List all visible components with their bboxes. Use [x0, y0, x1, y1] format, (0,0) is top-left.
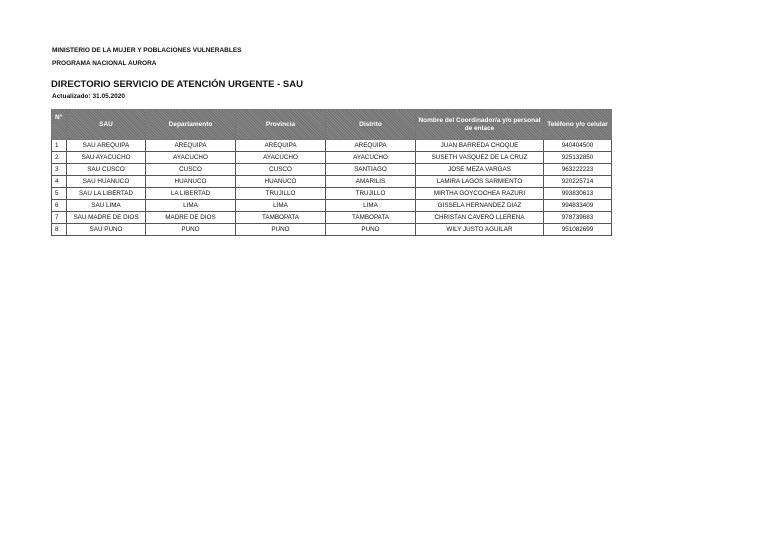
cell-coordinator-name: MIRTHA GOYCOCHEA RAZURI [416, 188, 544, 200]
cell-phone-number: 920225714 [544, 176, 612, 188]
cell-province: AREQUIPA [236, 140, 326, 152]
cell-row-number: 1 [52, 140, 67, 152]
cell-row-number: 8 [52, 224, 67, 236]
cell-district: AYACUCHO [326, 152, 416, 164]
cell-coordinator-name: JUAN BARREDA CHOQUE [416, 140, 544, 152]
table-row [52, 200, 612, 212]
table-row [52, 188, 612, 200]
cell-sau-name: SAU MADRE DE DIOS [67, 212, 146, 224]
cell-phone-number: 940404500 [544, 140, 612, 152]
column-header-coordinator: Nombre del Coordinador/a y/o personal de enlace [416, 110, 544, 140]
table-row [52, 224, 612, 236]
cell-department: PUNO [146, 224, 236, 236]
cell-district: SANTIAGO [326, 164, 416, 176]
column-header-district: Distrito [326, 110, 416, 140]
cell-department: LIMA [146, 200, 236, 212]
column-header-number: N° [52, 110, 67, 140]
cell-sau-name: SAU AREQUIPA [67, 140, 146, 152]
cell-row-number: 4 [52, 176, 67, 188]
cell-coordinator-name: JOSE MEZA VARGAS [416, 164, 544, 176]
cell-district: TRUJILLO [326, 188, 416, 200]
cell-phone-number: 951082699 [544, 224, 612, 236]
cell-province: TRUJILLO [236, 188, 326, 200]
cell-phone-number: 978739683 [544, 212, 612, 224]
cell-coordinator-name: CHRISTAN CAVERO LLERENA [416, 212, 544, 224]
table-row [52, 152, 612, 164]
cell-province: TAMBOPATA [236, 212, 326, 224]
cell-row-number: 7 [52, 212, 67, 224]
table-body [52, 140, 612, 236]
cell-coordinator-name: GISSELA HERNANDEZ DIAZ [416, 200, 544, 212]
cell-province: HUANUCO [236, 176, 326, 188]
column-header-province: Provincia [236, 110, 326, 140]
cell-district: LIMA [326, 200, 416, 212]
table-header-row [52, 110, 612, 140]
ministry-name: MINISTERIO DE LA MUJER Y POBLACIONES VULNERABLES [52, 47, 242, 54]
cell-row-number: 2 [52, 152, 67, 164]
cell-row-number: 6 [52, 200, 67, 212]
table-row [52, 212, 612, 224]
cell-sau-name: SAU LIMA [67, 200, 146, 212]
program-name: PROGRAMA NACIONAL AURORA [52, 60, 157, 67]
cell-district: AMARILIS [326, 176, 416, 188]
cell-coordinator-name: LAMIRA LAGOS SARMIENTO [416, 176, 544, 188]
cell-sau-name: SAU AYACUCHO [67, 152, 146, 164]
cell-phone-number: 963222223 [544, 164, 612, 176]
cell-department: AYACUCHO [146, 152, 236, 164]
cell-coordinator-name: SUSETH VASQUEZ DE LA CRUZ [416, 152, 544, 164]
cell-department: CUSCO [146, 164, 236, 176]
column-header-sau: SAU [67, 110, 146, 140]
cell-department: HUANUCO [146, 176, 236, 188]
cell-department: MADRE DE DIOS [146, 212, 236, 224]
directory-table [51, 109, 612, 236]
table-row [52, 164, 612, 176]
column-header-department: Departamento [146, 110, 236, 140]
cell-district: TAMBOPATA [326, 212, 416, 224]
cell-department: LA LIBERTAD [146, 188, 236, 200]
column-header-phone: Teléfono y/o celular [544, 110, 612, 140]
table-row [52, 140, 612, 152]
cell-sau-name: SAU CUSCO [67, 164, 146, 176]
cell-district: PUNO [326, 224, 416, 236]
cell-province: LIMA [236, 200, 326, 212]
cell-row-number: 5 [52, 188, 67, 200]
document-title: DIRECTORIO SERVICIO DE ATENCIÓN URGENTE - SAU [51, 79, 303, 90]
table-row [52, 176, 612, 188]
cell-phone-number: 993830613 [544, 188, 612, 200]
cell-sau-name: SAU PUNO [67, 224, 146, 236]
cell-province: PUNO [236, 224, 326, 236]
cell-district: AREQUIPA [326, 140, 416, 152]
cell-province: AYACUCHO [236, 152, 326, 164]
cell-sau-name: SAU LA LIBERTAD [67, 188, 146, 200]
cell-coordinator-name: WILY JUSTO AGUILAR [416, 224, 544, 236]
cell-department: AREQUIPA [146, 140, 236, 152]
cell-sau-name: SAU HUANUCO [67, 176, 146, 188]
cell-phone-number: 925132850 [544, 152, 612, 164]
cell-row-number: 3 [52, 164, 67, 176]
cell-province: CUSCO [236, 164, 326, 176]
updated-date: Actualizado: 31.05.2020 [52, 93, 125, 100]
cell-phone-number: 994833409 [544, 200, 612, 212]
